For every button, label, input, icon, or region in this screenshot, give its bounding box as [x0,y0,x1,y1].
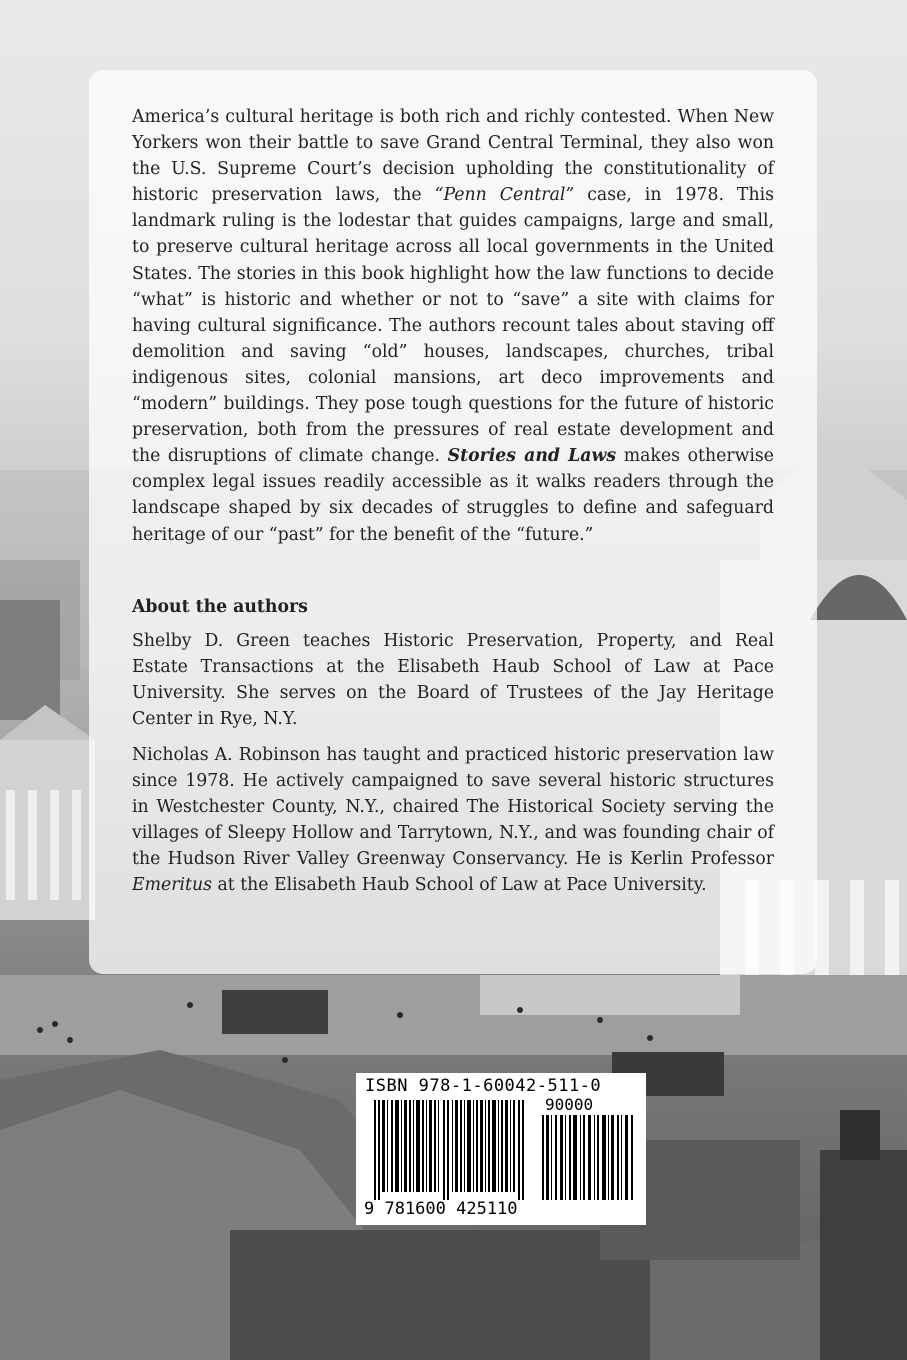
author-bio-robinson [132,742,774,899]
description-panel [89,70,817,974]
book-title: Stories and Laws [447,446,617,467]
case-name: “Penn Central” [434,185,575,206]
description-part-2: case, in 1978. This landmark ruling is the lodestar that guides campaigns, large and small, to preserve cultural heritage across all local governments in the United States. The stories in this book highlight how the law functions to decide “what” is historic and whether or not to “save” a site with claims for having cultural significance. The authors recount tales about staving off demolition and saving “old” houses, landscapes, churches, tribal indigenous sites, colonial mansions, art deco improvements and “modern” buildings. They pose tough questions for the future of historic preservation, both from the pressures of real estate development and the disruptions of climate change. [132,185,774,467]
addon-code: 90000 [545,1095,594,1114]
ean-digits: 9 781600 425110 [364,1199,518,1219]
book-description [132,104,774,548]
isbn-label: ISBN 978-1-60042-511-0 [365,1076,602,1096]
author-bio-green: Shelby D. Green teaches Historic Preservation, Property, and Real Estate Transactions at the Elisabeth Haub School of Law at Pace University. She serves on the Board of Trustees of the Jay Heritage Center in Rye, N.Y. [132,630,774,729]
ean-barcode-bars [364,1100,532,1200]
about-authors-heading: About the authors [132,596,308,617]
isbn-barcode [356,1073,646,1225]
robinson-bio-end: at the Elisabeth Haub School of Law at Pace University. [211,875,707,896]
addon-barcode-bars [540,1115,638,1200]
emeritus-title: Emeritus [132,875,212,896]
description-part-1: America’s cultural heritage is both rich and richly contested. When New Yorkers won their battle to save Grand Central Terminal, they also won the U.S. Supreme Court’s decision upholding the constitutionality of historic preservation laws, the [132,107,774,206]
robinson-bio-start: Nicholas A. Robinson has taught and practiced historic preservation law since 1978. He actively campaigned to save several historic structures in Westchester County, N.Y., chaired The Historical Society serving the villages of Sleepy Hollow and Tarrytown, N.Y., and was founding chair of the Hudson River Valley Greenway Conservancy. He is Kerlin Professor [132,744,774,870]
description-part-3: makes otherwise complex legal issues readily accessible as it walks readers through the landscape shaped by six decades of struggles to define and safeguard heritage of our “past” for the benefit of the “future.” [132,446,774,545]
